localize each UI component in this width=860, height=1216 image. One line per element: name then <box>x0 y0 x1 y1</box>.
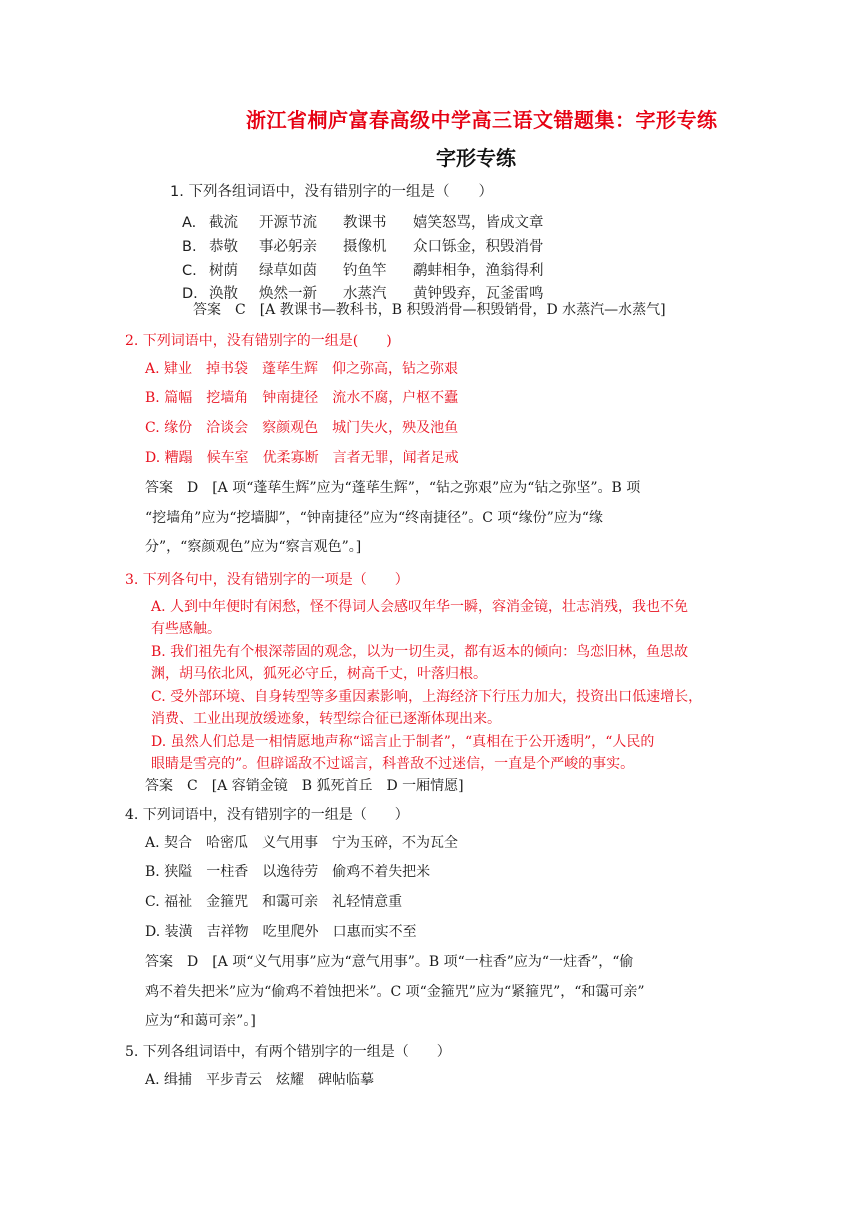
option-word: 嬉笑怒骂，皆成文章 <box>413 215 544 231</box>
q3-option-a-line-2: 有些感触。 <box>151 621 221 637</box>
q2-stem: 2. 下列词语中，没有错别字的一组是( ) <box>125 333 392 349</box>
q2-option-d: D. 糟蹋 候车室 优柔寡断 言者无罪，闻者足戒 <box>145 450 459 466</box>
option-word: 开源节流 <box>259 215 317 231</box>
q3-option-d-line-2: 眼睛是雪亮的”。但辟谣敌不过谣言，科普敌不过迷信，一直是个严峻的事实。 <box>151 756 635 772</box>
document-title: 浙江省桐庐富春高级中学高三语文错题集：字形专练 <box>246 108 718 132</box>
q3-option-c-line-1: C. 受外部环境、自身转型等多重因素影响，上海经济下行压力加大，投资出口低速增长， <box>151 689 703 705</box>
q4-stem: 4. 下列词语中，没有错别字的一组是（ ） <box>125 807 409 823</box>
option-word: 黄钟毁弃，瓦釜雷鸣 <box>413 286 544 302</box>
q3-stem: 3. 下列各句中，没有错别字的一项是（ ） <box>125 572 409 588</box>
section-subtitle: 字形专练 <box>436 146 516 170</box>
q3-option-d-line-1: D. 虽然人们总是一相情愿地声称“谣言止于制者”，“真相在于公开透明”，“人民的 <box>151 734 655 750</box>
option-word: 众口铄金，积毁消骨 <box>413 239 544 255</box>
option-word: 鹬蚌相争，渔翁得利 <box>413 263 544 279</box>
q4-answer-line-2: 鸡不着失把米”应为“偷鸡不着蚀把米”。C 项“金箍咒”应为“紧箍咒”，“和霭可亲” <box>145 984 645 1000</box>
option-letter: A. <box>182 215 197 231</box>
option-letter: D. <box>182 286 198 302</box>
q1-option-c <box>182 262 544 280</box>
q2-answer-line-2: “挖墙角”应为“挖墙脚”，“钟南捷径”应为“终南捷径”。C 项“缘份”应为“缘 <box>145 510 603 526</box>
option-word: 事必躬亲 <box>259 239 317 255</box>
option-word: 涣散 <box>209 286 238 302</box>
q4-option-a: A. 契合 哈密瓜 义气用事 宁为玉碎，不为瓦全 <box>145 835 459 851</box>
q3-option-b-line-2: 渊，胡马依北风，狐死必守丘，树高千丈，叶落归根。 <box>151 666 487 682</box>
q3-option-a-line-1: A. 人到中年便时有闲愁，怪不得词人会感叹年华一瞬，容消金镜，壮志消残，我也不免 <box>151 599 689 615</box>
q1-option-b <box>182 238 544 256</box>
option-word: 水蒸汽 <box>343 286 387 302</box>
q2-option-a: A. 肄业 掉书袋 蓬荜生辉 仰之弥高，钻之弥艰 <box>145 361 459 377</box>
q4-option-c: C. 福祉 金箍咒 和霭可亲 礼轻情意重 <box>145 894 403 910</box>
q1-option-a <box>182 214 544 232</box>
q4-option-b: B. 狭隘 一柱香 以逸待劳 偷鸡不着失把米 <box>145 864 431 880</box>
q2-answer-line-3: 分”，“察颜观色”应为“察言观色”。] <box>145 539 362 555</box>
q5-option-a: A. 缉捕 平步青云 炫耀 碑帖临摹 <box>145 1072 375 1088</box>
q4-option-d: D. 装潢 吉祥物 吃里爬外 口惠而实不至 <box>145 924 417 940</box>
q2-option-b: B. 篇幅 挖墙角 钟南捷径 流水不腐，户枢不蠹 <box>145 390 459 406</box>
option-word: 教课书 <box>343 215 387 231</box>
option-word: 焕然一新 <box>259 286 317 302</box>
option-word: 绿草如茵 <box>259 263 317 279</box>
q1-stem: 1. 下列各组词语中，没有错别字的一组是（ ） <box>170 184 493 200</box>
q3-answer: 答案 C [A 容销金镜 B 狐死首丘 D 一厢情愿] <box>145 778 464 794</box>
q2-option-c: C. 缘份 洽谈会 察颜观色 城门失火，殃及池鱼 <box>145 420 459 436</box>
q3-option-b-line-1: B. 我们祖先有个根深蒂固的观念，以为一切生灵，都有返本的倾向：鸟恋旧林，鱼思故 <box>151 644 689 660</box>
option-word: 钓鱼竿 <box>343 263 387 279</box>
q1-answer: 答案 C [A 教课书—教科书，B 积毁消骨—积毁销骨，D 水蒸汽—水蒸气] <box>193 302 666 318</box>
option-letter: C. <box>182 263 197 279</box>
q3-option-c-line-2: 消费、工业出现放缓迹象，转型综合征已逐渐体现出来。 <box>151 711 501 727</box>
q4-answer-line-1: 答案 D [A 项“义气用事”应为“意气用事”。B 项“一柱香”应为“一炷香”，“偷 <box>145 954 634 970</box>
option-word: 截流 <box>209 215 238 231</box>
option-word: 恭敬 <box>209 239 238 255</box>
option-letter: B. <box>182 239 197 255</box>
q5-stem: 5. 下列各组词语中，有两个错别字的一组是（ ） <box>125 1044 451 1060</box>
q4-answer-line-3: 应为“和蔼可亲”。] <box>145 1013 256 1029</box>
q2-answer-line-1: 答案 D [A 项“蓬荜生辉”应为“蓬荜生辉”，“钻之弥艰”应为“钻之弥坚”。B 项 <box>145 480 641 496</box>
option-word: 摄像机 <box>343 239 387 255</box>
option-word: 树荫 <box>209 263 238 279</box>
